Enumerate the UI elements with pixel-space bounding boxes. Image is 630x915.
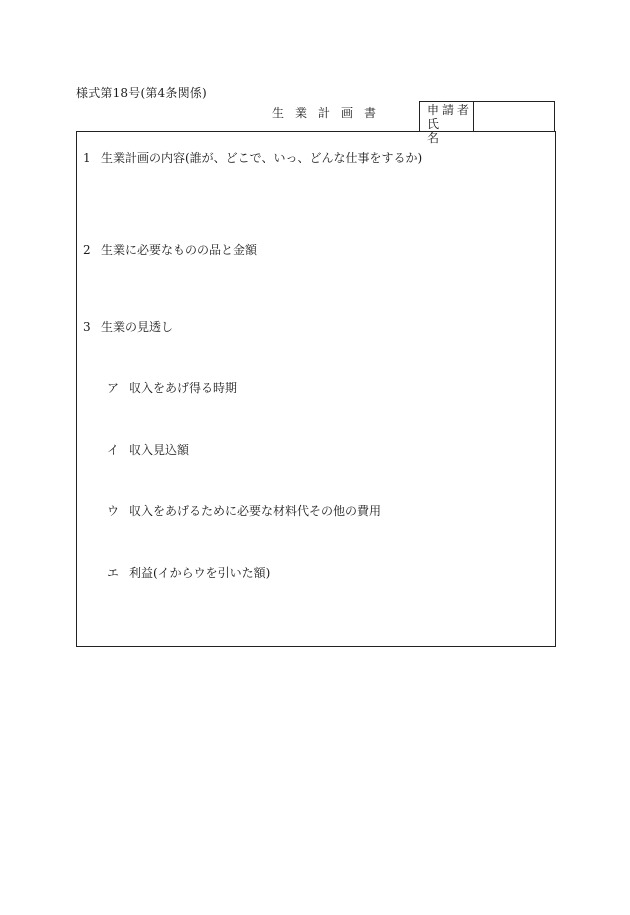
subsection-i — [107, 441, 189, 458]
subsection-a-label: 収入をあげ得る時期 — [129, 381, 238, 395]
subsection-e — [107, 564, 270, 581]
section-2 — [83, 241, 257, 258]
applicant-label-line2: 氏名 — [427, 117, 462, 145]
section-2-number: 2 — [83, 243, 91, 257]
subsection-e-marker: エ — [107, 566, 120, 580]
applicant-label — [420, 102, 474, 145]
applicant-box — [419, 101, 555, 145]
subsection-e-label: 利益(イからウを引いた額) — [129, 566, 271, 580]
section-2-label: 生業に必要なものの品と金額 — [101, 243, 258, 257]
form-title: 生業計画書 — [272, 106, 388, 120]
section-1-label: 生業計画の内容(誰が、どこで、いっ、どんな仕事をするか) — [101, 151, 423, 165]
subsection-u-label: 収入をあげるために必要な材料代その他の費用 — [129, 504, 382, 518]
section-1 — [83, 149, 422, 166]
section-1-number: 1 — [83, 151, 91, 165]
subsection-i-marker: イ — [107, 443, 120, 457]
section-3-number: 3 — [83, 320, 91, 334]
subsection-i-label: 収入見込額 — [129, 443, 190, 457]
subsection-u-marker: ウ — [107, 504, 120, 518]
plan-content-box — [76, 131, 556, 647]
applicant-label-line1: 申請者 — [427, 103, 473, 117]
form-number: 様式第18号(第4条関係) — [76, 86, 207, 100]
section-3 — [83, 318, 173, 335]
applicant-name-field[interactable] — [474, 102, 554, 132]
subsection-a — [107, 379, 237, 396]
subsection-u — [107, 502, 381, 519]
subsection-a-marker: ア — [107, 381, 120, 395]
section-3-label: 生業の見透し — [101, 320, 174, 334]
